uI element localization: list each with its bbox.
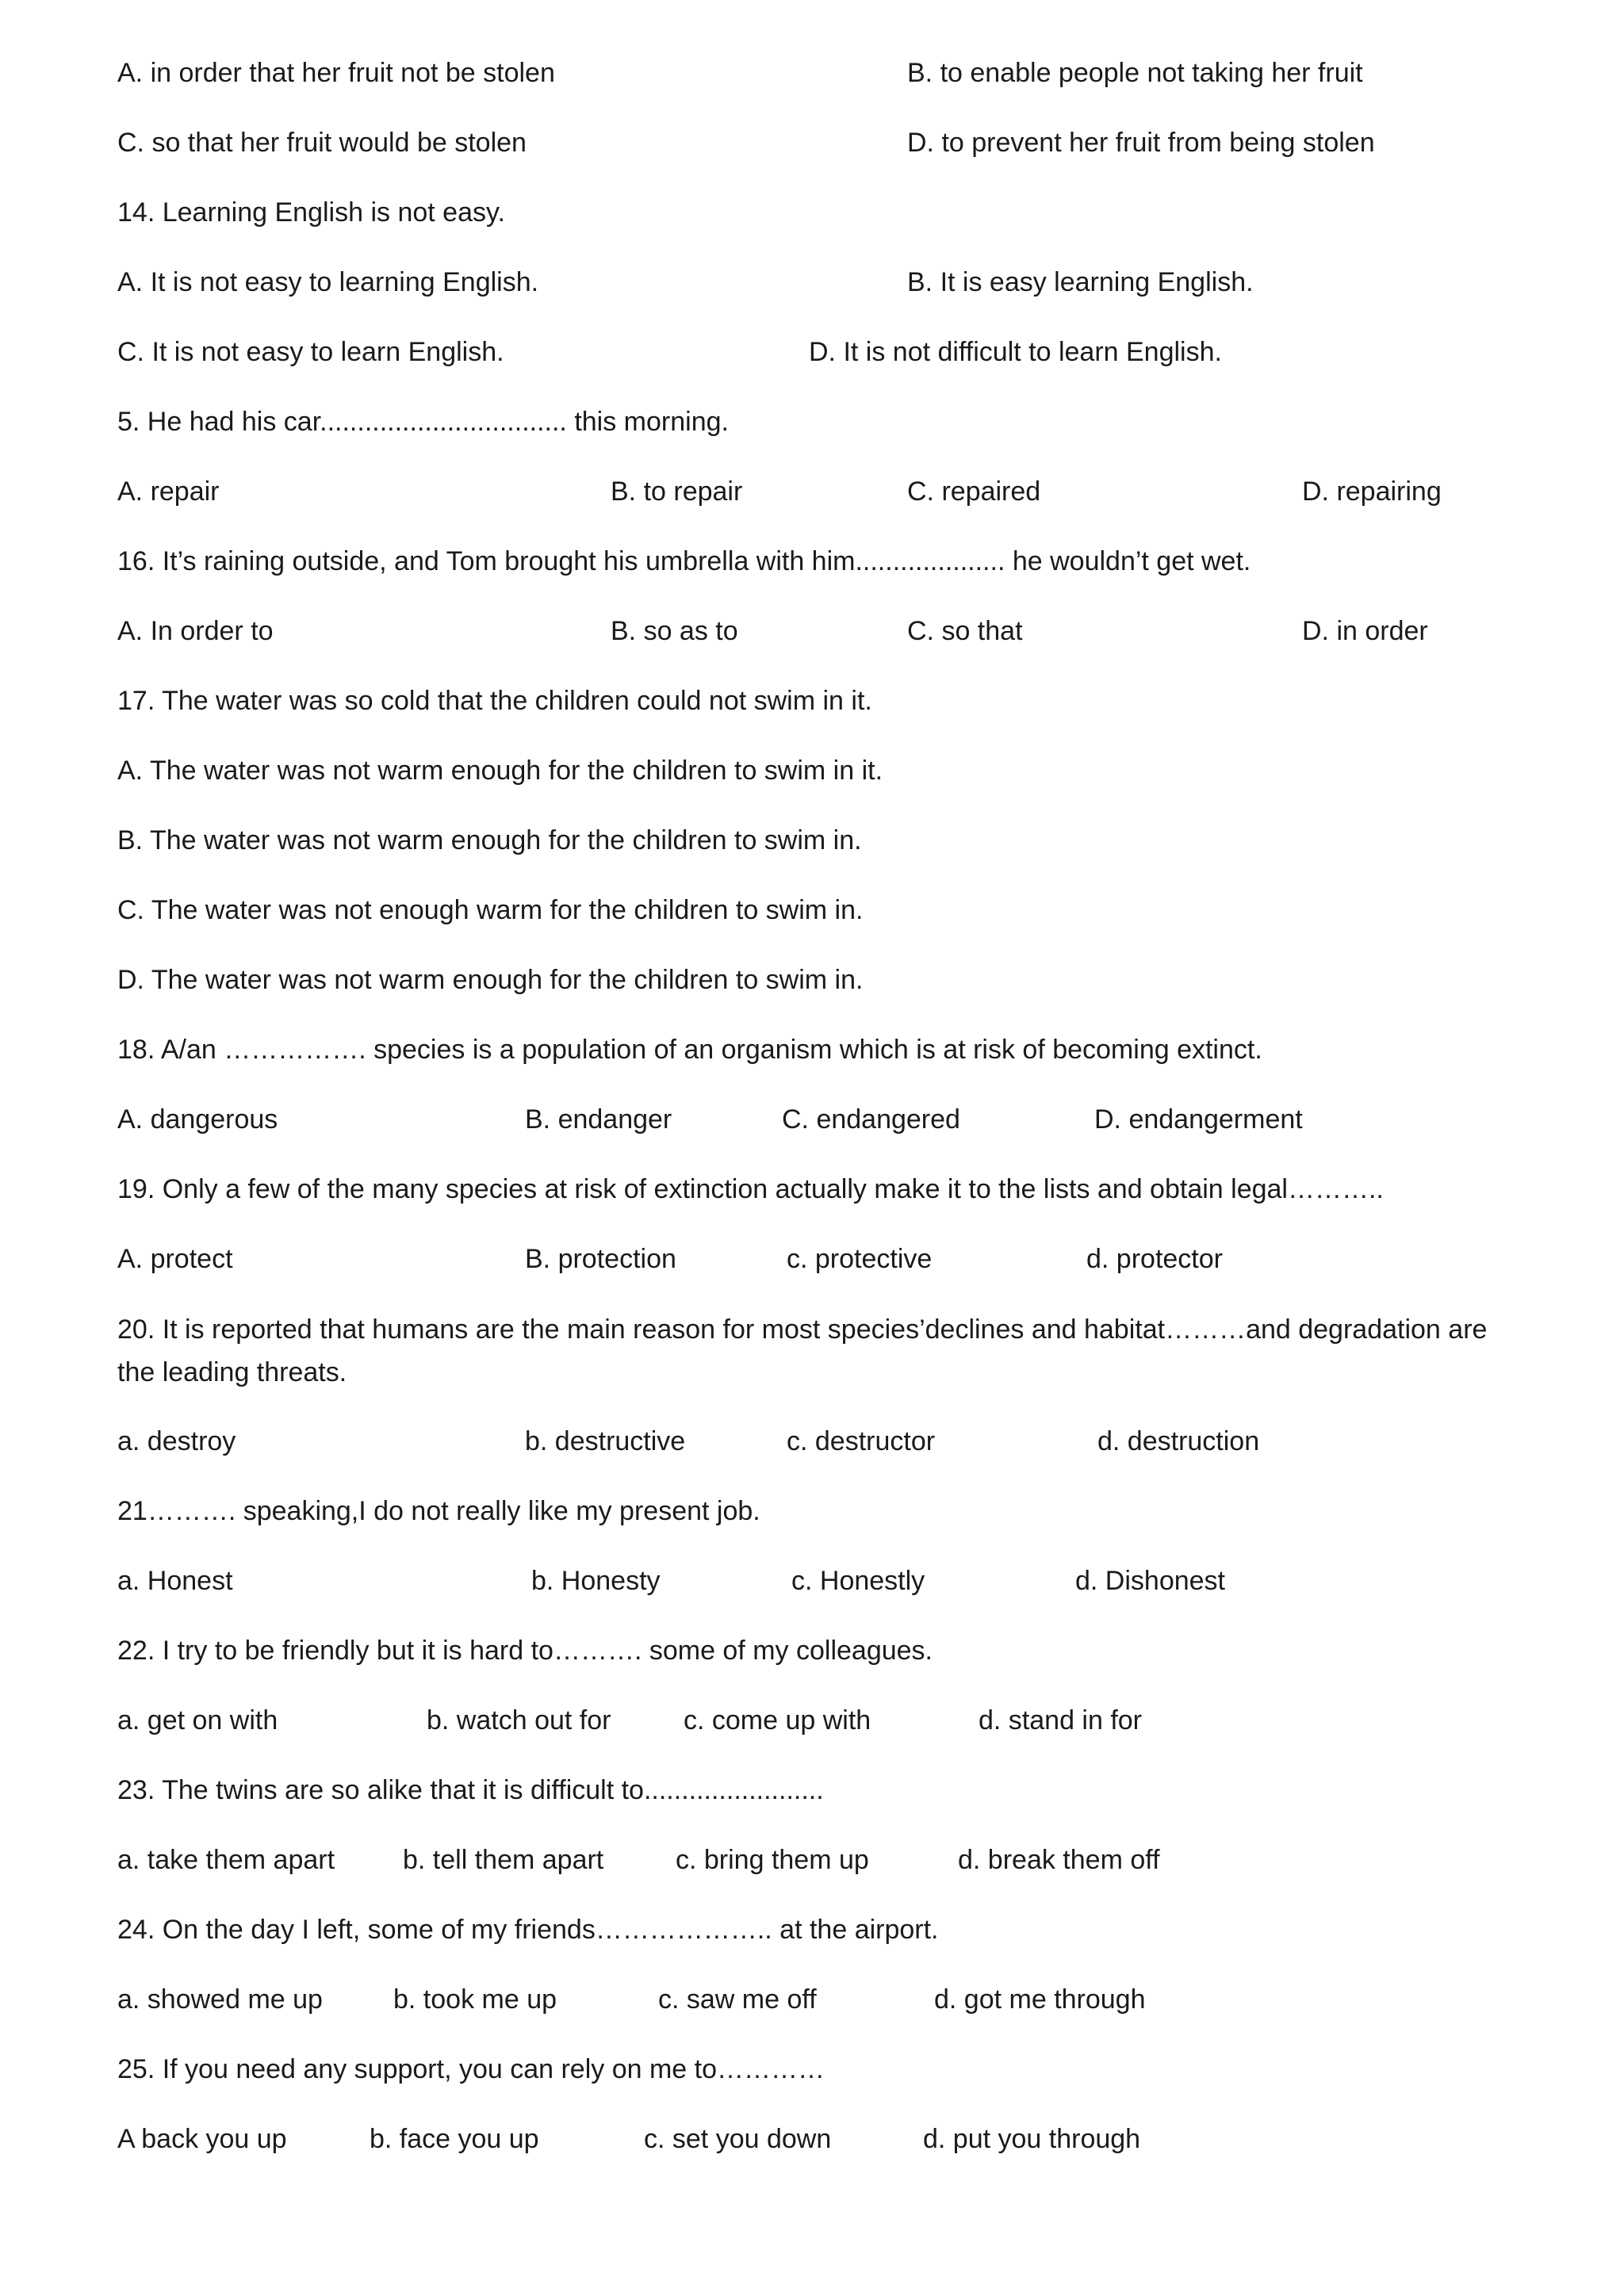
q16-option-a: A. In order to [117, 616, 274, 646]
q23-stem: 23. The twins are so alike that it is difficult to........................ [117, 1775, 824, 1805]
q22-option-b: b. watch out for [427, 1705, 611, 1735]
q17-option-b: B. The water was not warm enough for the children to swim in. [117, 825, 862, 855]
q15-stem: 5. He had his car................................. this morning. [117, 407, 729, 437]
q21-option-b: b. Honesty [531, 1566, 661, 1596]
q23-option-c: c. bring them up [676, 1845, 869, 1875]
q25-option-b: b. face you up [370, 2124, 539, 2154]
q24-option-c: c. saw me off [658, 1984, 817, 2015]
q18-option-d: D. endangerment [1094, 1104, 1303, 1135]
q25-stem: 25. If you need any support, you can rely on me to………… [117, 2054, 825, 2084]
q14-option-c: C. It is not easy to learn English. [117, 337, 504, 367]
q16-option-d: D. in order [1302, 616, 1428, 646]
q15-option-b: B. to repair [611, 476, 743, 507]
q18-option-c: C. endangered [782, 1104, 960, 1135]
q20-option-a: a. destroy [117, 1426, 236, 1456]
q21-option-d: d. Dishonest [1075, 1566, 1225, 1596]
q17-option-a: A. The water was not warm enough for the children to swim in it. [117, 756, 883, 786]
q15-option-d: D. repairing [1302, 476, 1442, 507]
q16-option-b: B. so as to [611, 616, 738, 646]
q16-option-c: C. so that [907, 616, 1023, 646]
q19-option-d: d. protector [1086, 1244, 1223, 1274]
q20-option-b: b. destructive [525, 1426, 686, 1456]
q13-option-b: B. to enable people not taking her fruit [907, 58, 1363, 88]
q23-option-a: a. take them apart [117, 1845, 335, 1875]
q13-option-c: C. so that her fruit would be stolen [117, 128, 527, 158]
q23-option-d: d. break them off [958, 1845, 1160, 1875]
q24-option-a: a. showed me up [117, 1984, 323, 2015]
q22-option-a: a. get on with [117, 1705, 278, 1735]
q14-option-d: D. It is not difficult to learn English. [809, 337, 1222, 367]
q19-stem: 19. Only a few of the many species at risk of extinction actually make it to the lists and obtain legal……….. [117, 1174, 1384, 1204]
q24-stem: 24. On the day I left, some of my friends……………….. at the airport. [117, 1915, 939, 1945]
q23-option-b: b. tell them apart [403, 1845, 604, 1875]
q22-option-c: c. come up with [684, 1705, 871, 1735]
q18-stem: 18. A/an ……………. species is a population of an organism which is at risk of becoming extinct. [117, 1035, 1262, 1065]
q19-option-c: c. protective [787, 1244, 933, 1274]
q25-option-d: d. put you through [923, 2124, 1141, 2154]
q20-option-d: d. destruction [1097, 1426, 1260, 1456]
q21-option-a: a. Honest [117, 1566, 233, 1596]
q24-option-b: b. took me up [393, 1984, 557, 2015]
q22-option-d: d. stand in for [979, 1705, 1143, 1735]
q14-stem: 14. Learning English is not easy. [117, 197, 505, 228]
q24-option-d: d. got me through [934, 1984, 1146, 2015]
q13-option-d: D. to prevent her fruit from being stolen [907, 128, 1375, 158]
q17-stem: 17. The water was so cold that the children could not swim in it. [117, 686, 872, 716]
q20-stem: 20. It is reported that humans are the main reason for most species’declines and habitat………and degradation are the leading threats. [117, 1314, 1488, 1387]
q14-option-a: A. It is not easy to learning English. [117, 267, 539, 297]
q25-option-c: c. set you down [644, 2124, 832, 2154]
q17-option-c: C. The water was not enough warm for the children to swim in. [117, 895, 864, 925]
q15-option-a: A. repair [117, 476, 220, 507]
q21-stem: 21………. speaking,I do not really like my present job. [117, 1496, 760, 1526]
q15-option-c: C. repaired [907, 476, 1041, 507]
q20-option-c: c. destructor [787, 1426, 936, 1456]
q19-option-a: A. protect [117, 1244, 233, 1274]
q18-option-b: B. endanger [525, 1104, 672, 1135]
q19-option-b: B. protection [525, 1244, 676, 1274]
q13-option-a: A. in order that her fruit not be stolen [117, 58, 555, 88]
q18-option-a: A. dangerous [117, 1104, 278, 1135]
q16-stem: 16. It’s raining outside, and Tom brought his umbrella with him.................... he wouldn’t get wet. [117, 546, 1251, 576]
q17-option-d: D. The water was not warm enough for the children to swim in. [117, 965, 864, 995]
q21-option-c: c. Honestly [791, 1566, 925, 1596]
q14-option-b: B. It is easy learning English. [907, 267, 1254, 297]
q22-stem: 22. I try to be friendly but it is hard to………. some of my colleagues. [117, 1636, 933, 1666]
q25-option-a: A back you up [117, 2124, 287, 2154]
